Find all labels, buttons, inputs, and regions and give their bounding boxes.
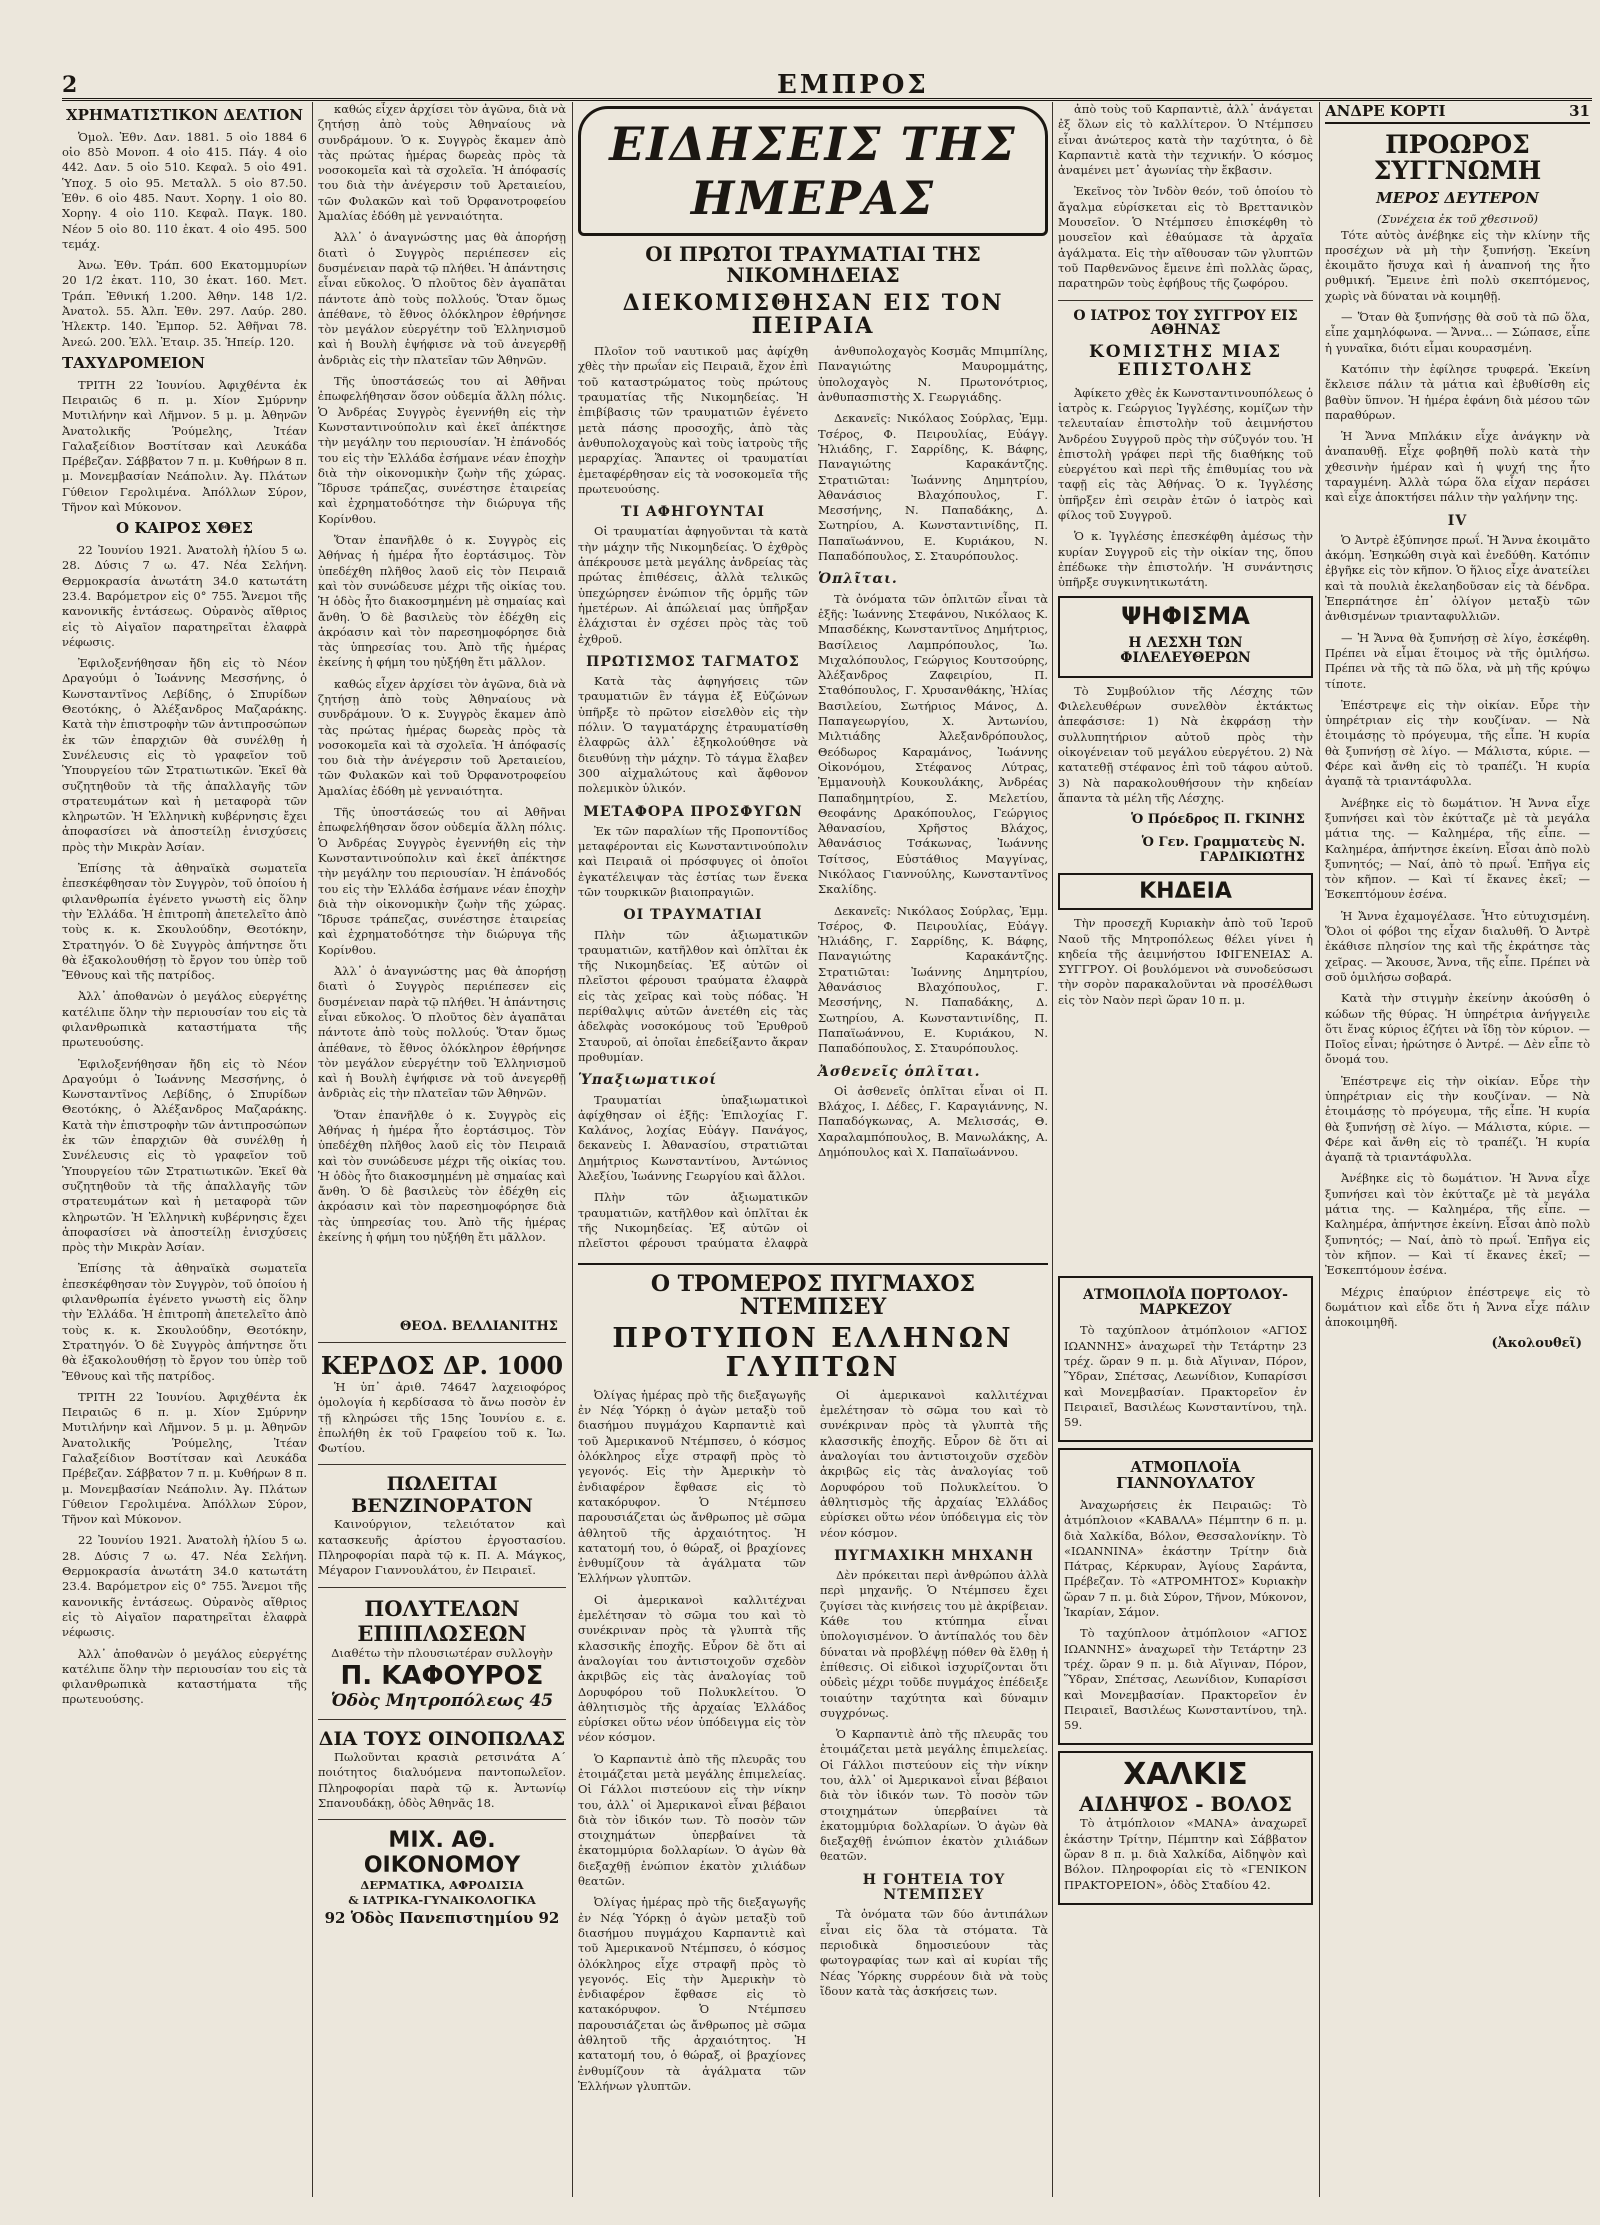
paragraph: Πωλοῦνται κρασιὰ ρετσινάτα Α΄ ποιότητος διαλυόμενα παντοπωλεῖον. Πληροφορίαι παρὰ τῷ κ. Ἀντωνίῳ Σπανουδάκῃ, ὁδὸς Ἀθηνᾶς 18. [318,1749,566,1810]
ad-benzin-title: ΠΩΛΕΙΤΑΙ ΒΕΝΖΙΝΟΡΑΤΟΝ [351,1473,533,1518]
paragraph: Ὅταν ἐπανῆλθε ὁ κ. Συγγρὸς εἰς Ἀθήνας ἡ ἡμέρα ἦτο ἑορτάσιμος. Τὸν ὑπεδέχθη πλῆθος λαοῦ εἰς τὸν Πειραιᾶ καὶ τὸν συνώδευσε μέχρι τῆς οἰκίας του. Ἡ ὁδὸς ἦτο διακοσμημένη μὲ σημαίας καὶ ἄνθη. Ὁ δὲ βασιλεὺς τὸν ἐδέχθη εἰς ἀκρόασιν καὶ τὸν παρεσημοφόρησε διὰ τὰς ὑπηρεσίας του. Ἀπὸ τῆς ἡμέρας ἐκείνης ἡ φήμη του ηὐξήθη ἔτι μᾶλλον. [318,1107,566,1245]
ship-ad-3 [1058,1751,1313,1904]
ad-doctor-name: ΜΙΧ. ΑΘ. ΟΙΚΟΝΟΜΟΥ [363,1828,521,1879]
paragraph: Ἐφιλοξενήθησαν ἤδη εἰς τὸ Νέον Δραγούμι ὁ Ἰωάννης Μεσσήνης, ὁ Κωνσταντῖνος Λεβίδης, ὁ Σπυρίδων Θεοτόκης, ὁ Ἀλέξανδρος Μαζαράκης. Κατὰ τὴν ἐπιστροφὴν τῶν ἀντιπροσώπων ἐκ τῶν ἐπαρχιῶν θὰ συνέλθῃ ἡ Συνέλευσις εἰς τὸ γραφεῖον τοῦ Ὑπουργείου τῶν Στρατιωτικῶν. Ἐκεῖ θὰ συζητηθοῦν τὰ τῆς ἀπαλλαγῆς τῶν στρατευμάτων καὶ ἡ μεταφορὰ τῶν κληρωτῶν. Ἡ Ἑλληνικὴ κυβέρνησις ἔχει ἀποφασίσει νὰ ἀποστείλῃ ἐνισχύσεις πρὸς τὴν Μικρὰν Ἀσίαν. [62,656,307,854]
paragraph: Ὁμολ. Ἐθν. Δαν. 1881. 5 οἰο 1884 6 οἰο 85ὸ Μονοπ. 4 οἰο 415. Πάγ. 4 οἰο 442. Δαν. 5 οἰο 510. Κεφαλ. 5 οἰο 491. Ὑποχ. 5 οἰο 95. Μεταλλ. 5 οἰο 87.50. Ἐθν. 6 οἰο 485. Ναυτ. Χορηγ. 1 οἰο 80. Χορηγ. 4 οἰο 110. Κεφαλ. Παγκ. 180. Νέον 5 οἰο 80. 110 ἐκατ. 4 οἰο 495. 500 τεμάχ. [62,129,307,251]
paragraph: Ὁ Ἀντρὲ ἐξύπνησε πρωΐ. Ἡ Ἄννα ἐκοιμᾶτο ἀκόμη. Ἐσηκώθη σιγὰ καὶ ἐνεδύθη. Κατόπιν ἐβγῆκε εἰς τὸν κῆπον. Ὁ ἥλιος εἶχε ἀνατείλει καὶ τὰ πουλιὰ ἐκελαηδοῦσαν εἰς τὰ δένδρα. Ἐπερπάτησε ἐπ᾽ ὀλίγον μεταξὺ τῶν ἀνθισμένων τριανταφυλλιῶν. [1325,532,1590,624]
divider [318,1587,566,1588]
ship-ad-2-text [1064,1498,1307,1733]
paragraph: Οἱ ἀσθενεῖς ὁπλῖται εἶναι οἱ Π. Βλάχος, Ι. Δέδες, Γ. Καραγιάννης, Ν. Παπαδόγκωνας, Α. Μελισσάς, Θ. Χαραλαμπόπουλος, Β. Μανωλάκης, Α. Δημόπουλος καὶ Χ. Παπαϊωάννου. [818,1083,1048,1160]
paragraph: Ὀλίγας ἡμέρας πρὸ τῆς διεξαγωγῆς ἐν Νέᾳ Ὑόρκῃ ὁ ἀγὼν μεταξὺ τοῦ διασήμου πυγμάχου Καρπαντιὲ καὶ τοῦ Ἀμερικανοῦ Ντέμπσευ, ὁ κόσμος ὁλόκληρος εἶχε στραφῆ πρὸς τὸ γεγονός. Εἰς τὴν Ἀμερικὴν τὸ ἐνδιαφέρον ἔφθασε εἰς τὸ κατακόρυφον. Ὁ Ντέμπσευ παρουσιάζεται ὡς ἄνθρωπος μὲ σῶμα ἀθλητοῦ τῆς ἀρχαιότητος. Ἡ κατατομή του, ὁ θώραξ, οἱ βραχίονες ἐνθυμίζουν τὰ ἀγάλματα τῶν Ἑλλήνων γλυπτῶν. [578,1895,806,2093]
divider [318,1464,566,1465]
column-4-lower [1058,1270,1313,2200]
heading-wounded: ΟΙ ΠΡΩΤΟΙ ΤΡΑΥΜΑΤΙΑΙ ΤΗΣ ΝΙΚΟΜΗΔΕΙΑΣ [645,242,981,287]
paragraph: Ἐκ τῶν παραλίων τῆς Προποντίδος μεταφέρονται εἰς Κωνσταντινούπολιν καὶ Πειραιᾶ οἱ πρόσφυγες οἱ ὁποῖοι ἐγκατέλειψαν τὰς ἑστίας των ἕνεκα τῶν τουρκικῶν βιαιοπραγιῶν. [578,823,808,899]
paragraph: Τῆς ὑποστάσεώς του αἱ Ἀθῆναι ἐπωφελήθησαν ὅσον οὐδεμία ἄλλη πόλις. Ὁ Ἀνδρέας Συγγρὸς ἐγεννήθη εἰς τὴν Κωνσταντινούπολιν καὶ ἐκεῖ ἀπέκτησε τὴν μεγάλην του περιουσίαν. Ἡ ἐπάνοδός του εἰς τὴν Ἑλλάδα ἐσήμανε νέαν ἐποχὴν διὰ τὴν οἰκονομικὴν ζωὴν τῆς χώρας. Ἵδρυσε τράπεζας, συνέστησε ἐταιρείας καὶ ἐχρηματοδότησε τὴν διώρυγα τῆς Κορίνθου. [318,374,566,526]
ship-ad-1-title: ΑΤΜΟΠΛΟΪΑ ΠΟΡΤΟΛΟΥ-ΜΑΡΚΕΖΟΥ [1083,1287,1288,1318]
paragraph: Τραυματίαι ὑπαξιωματικοὶ ἀφίχθησαν οἱ ἑξῆς: Ἐπιλοχίας Γ. Καλάνος, λοχίας Εὐάγγ. Πανάγος, δεκανεὺς Ι. Ἀθανασίου, στρατιῶται Δημήτριος Κωνσταντίνου, Ἀντώνιος Ἀλεξίου, Ἰωάννης Γεωργίου καὶ ἄλλοι. [578,1092,808,1184]
article-text [1058,102,1313,292]
paragraph: Ὅταν ἐπανῆλθε ὁ κ. Συγγρὸς εἰς Ἀθήνας ἡ ἡμέρα ἦτο ἑορτάσιμος. Τὸν ὑπεδέχθη πλῆθος λαοῦ εἰς τὸν Πειραιᾶ καὶ τὸν συνώδευσε μέχρι τῆς οἰκίας του. Ἡ ὁδὸς ἦτο διακοσμημένη μὲ σημαίας καὶ ἄνθη. Ὁ δὲ βασιλεὺς τὸν ἐδέχθη εἰς ἀκρόασιν καὶ τὸν παρεσημοφόρησε διὰ τὰς ὑπηρεσίας του. Ἀπὸ τῆς ἡμέρας ἐκείνης ἡ φήμη του ηὐξήθη ἔτι μᾶλλον. [318,533,566,670]
paragraph: Οἱ ἀμερικανοὶ καλλιτέχναι ἐμελέτησαν τὸ σῶμα του καὶ τὸ συνέκριναν πρὸς τὰ γλυπτὰ τῆς κλασσικῆς ἐποχῆς. Εὗρον δὲ ὅτι αἱ ἀναλογίαι του ἀντιστοιχοῦν σχεδὸν ἀκριβῶς εἰς τὰς ἀναλογίας τοῦ Δορυφόρου τοῦ Πολυκλείτου. Ὁ ἀθλητισμὸς τῆς ἀρχαίας Ἑλλάδος εὑρίσκει οὕτω νέον ὑπόδειγμα εἰς τὸν νέον κόσμον. [820,1387,1048,1540]
column-5 [1325,102,1590,2202]
paragraph: Τὰ ὀνόματα τῶν δύο ἀντιπάλων εἶναι εἰς ὅλα τὰ στόματα. Τὰ περιοδικὰ δημοσιεύουν τὰς φωτογραφίας των καὶ αἱ κυρίαι τῆς Νέας Ὑόρκης συρρέουν διὰ νὰ τοὺς ἴδουν κατὰ τὰς ἀσκήσεις των. [820,1907,1048,1998]
ad-wine-title: ΔΙΑ ΤΟΥΣ ΟΙΝΟΠΩΛΑΣ [318,1727,566,1750]
article-text [1058,684,1313,806]
article-text [318,102,566,1317]
news-banner: ΕΙΔΗΣΕΙΣ ΤΗΣ ΗΜΕΡΑΣ [578,106,1048,236]
paragraph: ἀπὸ τοὺς τοῦ Καρπαντιὲ, ἀλλ᾽ ἀνάγεται ἐξ ὅλων εἰς τὸ καλλίτερον. Ὁ Ντέμπσευ εἶναι ἀνώτερος κατὰ τὴν ταχύτητα, ὁ δὲ Καρπαντιὲ κατὰ τὴν τεχνικήν. Ὁ κόσμος ἀναμένει μετ᾽ ἀγωνίας τὴν ἔκβασιν. [1058,102,1313,178]
column-rule [1052,102,1053,2197]
column-rule [1319,102,1320,2197]
ad-benzin-text [318,1517,566,1578]
paragraph: Τὸ Συμβούλιον τῆς Λέσχης τῶν Φιλελευθέρων συνελθὸν ἐκτάκτως ἀπεφάσισε: 1) Νὰ ἐκφράσῃ τὴν συλλυπητήριον αὐτοῦ πρὸς τὴν οἰκογένειαν τοῦ μεγάλου εὐεργέτου. 2) Νὰ κατατεθῇ στέφανος ἐπὶ τοῦ τάφου αὐτοῦ. 3) Νὰ παρακολουθήσουν τὴν κηδείαν ἅπαντα τὰ μέλη τῆς Λέσχης. [1058,683,1313,805]
sub-heading: ΟΙ ΤΡΑΥΜΑΤΙΑΙ [623,907,763,924]
ad-wine-text [318,1750,566,1811]
ad-kerdos-text [318,1380,566,1456]
paragraph: Ἀλλ᾽ ἀποθανὼν ὁ μεγάλος εὐεργέτης κατέλιπε ὅλην τὴν περιουσίαν του εἰς τὰ φιλανθρωπικὰ καταστήματα τῆς πρωτευούσης. [62,1646,307,1707]
paragraph: καθώς εἶχεν ἀρχίσει τὸν ἀγῶνα, διὰ νὰ ζητήσῃ ἀπὸ τοὺς Ἀθηναίους νὰ συνδράμουν. Ὁ κ. Συγγρὸς ἔκαμεν ἀπὸ τὰς πρώτας ἡμέρας δωρεὰς πρὸς τὰ νοσοκομεῖα καὶ τὰ σχολεῖα. Ἡ ἀπόφασίς του διὰ τὴν ἀνέγερσιν τοῦ Ἀρεταιείου, τῶν Φυλακῶν καὶ τοῦ Ὀρφανοτροφείου Ἀμαλίας ἐδόθη μὲ γενναιότητα. [318,102,566,224]
paragraph: Τὸ ἀτμόπλοιον «ΜΑΝΑ» ἀναχωρεῖ ἑκάστην Τρίτην, Πέμπτην καὶ Σάββατον ὥραν 8 π. μ. διὰ Χαλκίδα, Αἰδηψὸν καὶ Βόλον. Πληροφορίαι εἰς τὸ «ΓΕΝΙΚΟΝ ΠΡΑΚΤΟΡΕΙΟΝ», ὁδὸς Σταδίου 42. [1064,1816,1307,1892]
paragraph: — Ὅταν θὰ ξυπνήσῃς θὰ σοῦ τὰ πῶ ὅλα, εἶπε χαμηλόφωνα. — Ἄννα... — Σώπασε, εἶπε ἡ γυναῖκα, διότι εἶμαι κουρασμένη. [1325,310,1590,355]
news-left [578,344,808,1252]
paragraph: Πλὴν τῶν ἀξιωματικῶν τραυματιῶν, κατῆλθον καὶ ὁπλῖται ἐκ τῆς Νικομηδείας. Ἐξ αὐτῶν οἱ πλεῖστοι φέρουσι τραύματα ἐλαφρὰ εἰς τὰς χεῖρας καὶ τοὺς πόδας. Ἡ περίθαλψις αὐτῶν ἀνετέθη εἰς τὰς ἀδελφὰς νοσοκόμους τοῦ Ἐρυθροῦ Σταυροῦ, αἱ ὁποῖαι ἐπεδείξαντο ἄκραν προθυμίαν. [578,927,808,1064]
paragraph: Δὲν πρόκειται περὶ ἀνθρώπου ἀλλὰ περὶ μηχανῆς. Ὁ Ντέμπσευ ἔχει ζυγίσει τὰς κινήσεις του μὲ ἀκρίβειαν. Κάθε του κτύπημα εἶναι ὑπολογισμένον. Ὁ ἀντίπαλός του δὲν δύναται νὰ προβλέψῃ πόθεν θὰ ἔλθῃ ἡ ἐπίθεσις. Οἱ εἰδικοὶ ἰσχυρίζονται ὅτι οὐδεὶς μέχρι τοῦδε πυγμάχος ἐπέδειξε τοιαύτην ταχύτητα καὶ δύναμιν συγχρόνως. [820,1568,1048,1720]
serial-part: ΜΕΡΟΣ ΔΕΥΤΕΡΟΝ [1376,188,1539,207]
paragraph: Ἀναχωρήσεις ἐκ Πειραιῶς: Τὸ ἀτμόπλοιον «ΚΑΒΑΛΑ» Πέμπτην 6 π. μ. διὰ Χαλκίδα, Βόλον, Θεσσαλονίκην. Τὸ «ΙΩΑΝΝΙΝΑ» ἑκάστην Τρίτην διὰ Πάτρας, Κέρκυραν, Ἀγίους Σαράντα, Πρέβεζαν. Τὸ «ΑΤΡΟΜΗΤΟΣ» Κυριακὴν ὥραν 7 π. μ. διὰ Σύρον, Τῆνον, Μύκονον, Ἰκαρίαν, Σάμον. [1064,1497,1307,1620]
paragraph: ΤΡΙΤΗ 22 Ἰουνίου. Ἀφιχθέντα ἐκ Πειραιῶς 6 π. μ. Χίον Σμύρνην Μυτιλήνην καὶ Λῆμνον. 5 μ. μ. Ἀθηνῶν Ἀνατολικῆς Ῥούμελης, Ἰτέαν Γαλαξείδιον Βοστίτσαν καὶ Λευκάδα Πρέβεζαν. Σάββατον 7 π. μ. Κυθήρων 8 π. μ. Μονεμβασίαν Νεάπολιν. Ἀγ. Πλάτων Γύθειον Γερολιμένα. Ἀπόλλων Σύρον, Τῆνον καὶ Μύκονον. [62,1389,307,1527]
paragraph: Ὁ Καρπαντιὲ ἀπὸ τῆς πλευρᾶς του ἐτοιμάζεται μετὰ μεγάλης ἐπιμελείας. Οἱ Γάλλοι πιστεύουν εἰς τὴν νίκην του, ἀλλ᾽ οἱ Ἀμερικανοὶ εἶναι βέβαιοι διὰ τὸν ἰδικόν των. Τὸ ποσὸν τῶν στοιχημάτων ὑπερβαίνει τὰ ἑκατομμύρια δολλαρίων. Ὁ ἀγὼν θὰ διεξαχθῇ ἐνώπιον ἑκατὸν χιλιάδων θεατῶν. [578,1751,806,1889]
ship-ad-1-text [1064,1323,1307,1430]
paragraph: Πλοῖον τοῦ ναυτικοῦ μας ἀφίχθη χθὲς τὴν πρωΐαν εἰς Πειραιᾶ, ἔχον ἐπὶ τοῦ καταστρώματος τοὺς πρώτους τραυματίας τῆς Νικομηδείας. Ἡ ἐπιβίβασις τῶν τραυματιῶν ἐγένετο μετὰ πάσης προσοχῆς, ἀπὸ τὰς ἀνθυπολοχαγοὺς καὶ τοὺς ἰατροὺς τῆς μεραρχίας. Ἅπαντες οἱ τραυματίαι ἐμεταφέρθησαν εἰς τὰ νοσοκομεῖα τῆς πρωτευούσης. [578,344,808,496]
heading-letter: ΚΟΜΙΣΤΗΣ ΜΙΑΣ ΕΠΙΣΤΟΛΗΣ [1088,341,1282,380]
ad-doctor-line2: & ΙΑΤΡΙΚΑ-ΓΥΝΑΙΚΟΛΟΓΙΚΑ [348,1893,536,1908]
column-4 [1058,102,1313,1252]
heading-stock-bulletin: ΧΡΗΜΑΤΙΣΤΙΚΟΝ ΔΕΛΤΙΟΝ [66,106,303,124]
sub-heading: Ὁπλῖται. [818,571,898,588]
paragraph: Ἀλλ᾽ ἀποθανὼν ὁ μεγάλος εὐεργέτης κατέλιπε ὅλην τὴν περιουσίαν του εἰς τὰ φιλανθρωπικὰ καταστήματα τῆς πρωτευούσης. [62,989,307,1050]
ad-doctor-address: 92 Ὁδὸς Πανεπιστημίου 92 [324,1908,560,1927]
masthead [62,72,1592,101]
serial-continued: (Συνέχεια ἐκ τοῦ χθεσινοῦ) [1377,212,1538,227]
paragraph: Ὁ κ. Ἰγγλέσης ἐπεσκέφθη ἀμέσως τὴν κυρίαν Συγγροῦ εἰς τὴν οἰκίαν της, ὅπου ἐπέδωκε τὴν ἐπιστολήν. Ἡ συνάντησις ὑπῆρξε συγκινητικωτάτη. [1058,529,1313,590]
sub-heading: Ὑπαξιωματικοί [578,1072,718,1089]
paragraph: Ἀνέβηκε εἰς τὸ δωμάτιον. Ἡ Ἄννα εἶχε ξυπνήσει καὶ τὸν ἐκύτταζε μὲ τὰ μεγάλα μάτια της. — Καλημέρα, τῆς εἶπε. — Καλημέρα, ἀπήντησε ἐκείνη. Εἶσαι ἀπὸ πολὺ ξυπνητός; — Ναί, ἀπὸ τὸ πρωΐ. Ἐπῆγα εἰς τὸν κῆπον. — Καὶ τί ἔκανες ἐκεῖ; — Ἐσκεπτόμουν ἐσένα. [1325,795,1590,902]
paragraph: Ἐπέστρεψε εἰς τὴν οἰκίαν. Εὗρε τὴν ὑπηρέτριαν εἰς τὴν κουζίναν. — Νὰ ἑτοιμάσῃς τὸ πρόγευμα, τῆς εἶπε. Ἡ κυρία θὰ ξυπνήσῃ σὲ λίγο. — Μάλιστα, κύριε. — Φέρε καὶ ἄνθη εἰς τὸ τραπέζι. Ἡ κυρία ἀγαπᾷ τὰ τριαντάφυλλα. [1325,697,1590,789]
paragraph: Τότε αὐτὸς ἀνέβηκε εἰς τὴν κλίνην τῆς προσέχων νὰ μὴ τὴν ξυπνήσῃ. Ἐκείνη ἐκοιμᾶτο ἥσυχα καὶ ἡ ἀναπνοή της ἦτο ρυθμική. Ἔμεινε ἐπὶ πολὺ σκεπτόμενος, χωρὶς νὰ δύναται νὰ κοιμηθῇ. [1325,227,1590,303]
paragraph: Ἐπίσης τὰ ἀθηναϊκὰ σωματεῖα ἐπεσκέφθησαν τὸν Συγγρὸν, τοῦ ὁποίου ἡ φιλανθρωπία ἐγένετο γνωστὴ εἰς ὅλην τὴν Ἑλλάδα. Ἡ ἐπιτροπὴ ἀπετελεῖτο ἀπὸ τοὺς κ. κ. Σκουλούδην, Θεοτόκην, Στρατηγόν. Ὁ δὲ Συγγρὸς ἀπήντησε ὅτι θὰ ἐξακολουθήσῃ τὸ ἔργον του ὑπὲρ τοῦ Ἔθνους καὶ τῆς πατρίδος. [62,861,307,983]
paragraph: Καινούργιον, τελειότατον καὶ κατασκευῆς ἀρίστου ἐργοστασίου. Πληροφορίαι παρὰ τῷ κ. Π. Α. Μάγκος, Μέγαρον Γιαννουλάτου, ἐν Πειραιεῖ. [318,1517,566,1578]
paragraph: Δεκανεῖς: Νικόλαος Σούρλας, Ἐμμ. Τσέρος, Φ. Πειρουλίας, Εὐάγγ. Ἠλιάδης, Γ. Σαρρίδης, Κ. Βάφης, Παναγιώτης Καρακάντζης. Στρατιῶται: Ἰωάννης Δημητρίου, Ἀθανάσιος Βλαχόπουλος, Γ. Μεσσήνης, Ν. Παπαδάκης, Δ. Σωτηρίου, Α. Κωνσταντινίδης, Π. Παπαϊωάννου, Ε. Κυριάκου, Ν. Παπαδόπουλος, Σ. Σταυρόπουλος. [818,903,1048,1056]
column-2 [318,102,566,2202]
boxer-column [820,1388,1048,2100]
ship-ad-2-title: ΑΤΜΟΠΛΟΪΑ ΓΙΑΝΝΟΥΛΑΤΟΥ [1116,1458,1255,1493]
paragraph: Ὀλίγας ἡμέρας πρὸ τῆς διεξαγωγῆς ἐν Νέᾳ Ὑόρκῃ ὁ ἀγὼν μεταξὺ τοῦ διασήμου πυγμάχου Καρπαντιὲ καὶ τοῦ Ἀμερικανοῦ Ντέμπσευ, ὁ κόσμος ὁλόκληρος εἶχε στραφῆ πρὸς τὸ γεγονός. Εἰς τὴν Ἀμερικὴν τὸ ἐνδιαφέρον ἔφθασε εἰς τὸ κατακόρυφον. Ὁ Ντέμπσευ παρουσιάζεται ὡς ἄνθρωπος μὲ σῶμα ἀθλητοῦ τῆς ἀρχαιότητος. Ἡ κατατομή του, ὁ θώραξ, οἱ βραχίονες ἐνθυμίζουν τὰ ἀγάλματα τῶν Ἑλλήνων γλυπτῶν. [578,1387,806,1586]
paragraph: καθώς εἶχεν ἀρχίσει τὸν ἀγῶνα, διὰ νὰ ζητήσῃ ἀπὸ τοὺς Ἀθηναίους νὰ συνδράμουν. Ὁ κ. Συγγρὸς ἔκαμεν ἀπὸ τὰς πρώτας ἡμέρας δωρεὰς πρὸς τὰ νοσοκομεῖα καὶ τὰ σχολεῖα. Ἡ ἀπόφασίς του διὰ τὴν ἀνέγερσιν τοῦ Ἀρεταιείου, τῶν Φυλακῶν καὶ τοῦ Ὀρφανοτροφείου Ἀμαλίας ἐδόθη μὲ γενναιότητα. [318,676,566,798]
paragraph: Πλὴν τῶν ἀξιωματικῶν τραυματιῶν, κατῆλθον καὶ ὁπλῖται ἐκ τῆς Νικομηδείας. Ἐξ αὐτῶν οἱ πλεῖστοι φέρουσι τραύματα ἐλαφρὰ [578,1190,808,1251]
heading-post-office: ΤΑΧΥΔΡΟΜΕΙΟΝ [62,353,205,372]
resolution-box [1058,596,1313,677]
ship-ad-3-text [1064,1816,1307,1892]
ad-kerdos-title: ΚΕΡΔΟΣ ΔΡ. 1000 [320,1351,564,1380]
resolution-sub: Η ΛΕΣΧΗ ΤΩΝ ΦΙΛΕΛΕΥΘΕΡΩΝ [1120,635,1251,667]
ad-furniture-address: Ὁδὸς Μητροπόλεως 45 [330,1690,554,1711]
serial-text [1325,228,1590,1331]
ship-ad-3-sub: ΑΙΔΗΨΟΣ - ΒΟΛΟΣ [1079,1792,1292,1817]
ship-ad-3-title: ΧΑΛΚΙΣ [1123,1757,1248,1793]
paragraph: Ἀλλ᾽ ὁ ἀναγνώστης μας θὰ ἀπορήσῃ διατὶ ὁ Συγγρὸς περιέπεσεν εἰς δυσμένειαν παρὰ τῷ πλήθει. Ἡ ἀπάντησις εἶναι εὔκολος. Ὁ πλοῦτος δὲν ἀγαπᾶται πάντοτε ἀπὸ τοὺς πολλούς. Ὅταν ὅμως ἀπέθανε, τὸ ἔθνος ὁλόκληρον ἐθρήνησε τὸν μεγάλον εὐεργέτην τοῦ Ἑλληνισμοῦ καὶ ἡ Βουλὴ ἐψήφισε νὰ τοῦ ἀνεγερθῇ ἀνδριὰς εἰς τὴν πλατεῖαν τῶν Ἀθηνῶν. [318,230,566,367]
divider [318,1342,566,1343]
paragraph: 22 Ἰουνίου 1921. Ἀνατολὴ ἡλίου 5 ω. 28. Δύσις 7 ω. 47. Νέα Σελήνη. Θερμοκρασία ἀνωτάτη 34.0 κατωτάτη 23.4. Βαρόμετρον εἰς 0° 755. Ἄνεμοι τῆς κανονικῆς ἐντάσεως. Οὐρανὸς αἴθριος εἰς τὸ Αἰγαῖον παρατηρεῖται ἐλαφρὰ νέφωσις. [62,543,307,649]
signature: ΘΕΟΔ. ΒΕΛΛΙΑΝΙΤΗΣ [399,1319,558,1334]
paragraph: Τὸ ταχύπλοον ἀτμόπλοιον «ΑΓΙΟΣ ΙΩΑΝΝΗΣ» ἀναχωρεῖ τὴν Τετάρτην 23 τρέχ. ὥραν 9 π. μ. διὰ Αἴγιναν, Πόρον, Ὕδραν, Σπέτσας, Λεωνίδιον, Κυπαρίσσι καὶ Μονεμβασίαν. Πρακτορεῖον ἐν Πειραιεῖ, Βασιλέως Κωνσταντίνου, τηλ. 59. [1064,1323,1307,1430]
paragraph: ΤΡΙΤΗ 22 Ἰουνίου. Ἀφιχθέντα ἐκ Πειραιῶς 6 π. μ. Χίον Σμύρνην Μυτιλήνην καὶ Λῆμνον. 5 μ. μ. Ἀθηνῶν Ἀνατολικῆς Ῥούμελης, Ἰτέαν Γαλαξείδιον Βοστίτσαν καὶ Λευκάδα Πρέβεζαν. Σάββατον 7 π. μ. Κυθήρων 8 π. μ. Μονεμβασίαν Νεάπολιν. Ἀγ. Πλάτων Γύθειον Γερολιμένα. Ἀπόλλων Σύρον, Τῆνον καὶ Μύκονον. [62,377,307,515]
divider [1058,300,1313,301]
paragraph: Ἡ Ἄννα ἐχαμογέλασε. Ἦτο εὐτυχισμένη. Ὅλοι οἱ φόβοι της εἶχαν διαλυθῆ. Ὁ Ἀντρὲ ἐκάθισε πλησίον της καὶ τῆς ἐκράτησε τὰς χεῖρας. — Ἄκουσε, Ἄννα, τῆς εἶπε. Πρέπει νὰ σοῦ ὁμιλήσω σοβαρά. [1325,908,1590,984]
heading-piraeus: ΔΙΕΚΟΜΙΣΘΗΣΑΝ ΕΙΣ ΤΟΝ ΠΕΙΡΑΙΑ [622,290,1004,340]
sub-heading: Η ΓΟΗΤΕΙΑ ΤΟΥ ΝΤΕΜΠΣΕΥ [862,1871,1006,1904]
boxer-text [578,1388,1048,2100]
ad-furniture-sub: Διαθέτω τὴν πλουσιωτέραν συλλογὴν [331,1645,553,1660]
paragraph: Τὴν προσεχῆ Κυριακὴν ἀπὸ τοῦ Ἱεροῦ Ναοῦ τῆς Μητροπόλεως θέλει γίνει ἡ κηδεία τῆς ἀειμνήστου ΙΦΙΓΕΝΕΙΑΣ Α. ΣΥΓΓΡΟΥ. Οἱ βουλόμενοι νὰ συνοδεύσωσι τὴν σορὸν παρακαλοῦνται νὰ προσέλθωσι εἰς τὸν Ναὸν περὶ ὥραν 10 π. μ. [1058,916,1313,1007]
serial-author: ΑΝΔΡΕ ΚΟΡΤΙ [1325,102,1446,120]
article-text [62,378,307,516]
paragraph: Ἐκεῖνος τὸν Ἰνδὸν θεόν, τοῦ ὁποίου τὸ ἄγαλμα εὑρίσκεται εἰς τὸ Βρεττανικὸν Μουσεῖον. Ὁ Ντέμπσευ ἐπισκέφθη τὸ μουσεῖον καὶ ἐθαύμασε τὰ ἀρχαῖα ἀγάλματα. Εἰς τὴν αἴθουσαν τῶν γλυπτῶν τοῦ Παρθενῶνος ἔμεινε ἐπὶ πολλὰς ὥρας, παρατηρῶν τοὺς ἐφήβους τῆς ζωφόρου. [1058,184,1313,291]
boxer-article [578,1255,1048,2200]
ad-furniture-title: ΠΟΛΥΤΕΛΩΝ ΕΠΙΠΛΩΣΕΩΝ [357,1595,527,1646]
sub-heading: ΠΡΩΤΙΣΜΟΣ ΤΑΓΜΑΤΟΣ [586,653,800,670]
paragraph: Οἱ ἀμερικανοὶ καλλιτέχναι ἐμελέτησαν τὸ σῶμα του καὶ τὸ συνέκριναν πρὸς τὰ γλυπτὰ τῆς κλασσικῆς ἐποχῆς. Εὗρον δὲ ὅτι αἱ ἀναλογίαι του ἀντιστοιχοῦν σχεδὸν ἀκριβῶς εἰς τὰς ἀναλογίας τοῦ Δορυφόρου τοῦ Πολυκλείτου. Ὁ ἀθλητισμὸς τῆς ἀρχαίας Ἑλλάδος εὑρίσκει οὕτω νέον ὑπόδειγμα εἰς τὸν νέον κόσμον. [578,1592,806,1745]
paragraph: Ὁ Καρπαντιὲ ἀπὸ τῆς πλευρᾶς του ἐτοιμάζεται μετὰ μεγάλης ἐπιμελείας. Οἱ Γάλλοι πιστεύουν εἰς τὴν νίκην του, ἀλλ᾽ οἱ Ἀμερικανοὶ εἶναι βέβαιοι διὰ τὸν ἰδικόν των. Τὸ ποσὸν τῶν στοιχημάτων ὑπερβαίνει τὰ ἑκατομμύρια δολλαρίων. Ὁ ἀγὼν θὰ διεξαχθῇ ἐνώπιον ἑκατὸν χιλιάδων θεατῶν. [820,1727,1048,1864]
serial-to-be-continued: (Ἀκολουθεῖ) [1491,1336,1582,1352]
section-number: IV [1447,512,1468,529]
paragraph: Οἱ τραυματίαι ἀφηγοῦνται τὰ κατὰ τὴν μάχην τῆς Νικομηδείας. Ὁ ἐχθρὸς ἀπέκρουσε μετὰ μεγάλης ἀνδρείας τὰς πρώτας ἐπιθέσεις, ἀλλὰ τελικῶς ὑπεχώρησεν ἐνώπιον τῆς ὁρμῆς τῶν ἡμετέρων. Αἱ ἀπώλειαί μας ὑπῆρξαν ἐλάχισται ἐν σχέσει πρὸς τὰς τοῦ ἐχθροῦ. [578,524,808,646]
heading-weather: Ο ΚΑΙΡΟΣ ΧΘΕΣ [116,519,253,538]
boxer-column [578,1388,806,2100]
funeral-box [1058,873,1313,910]
column-1 [62,102,307,2202]
paragraph: Ἐπίσης τὰ ἀθηναϊκὰ σωματεῖα ἐπεσκέφθησαν τὸν Συγγρὸν, τοῦ ὁποίου ἡ φιλανθρωπία ἐγένετο γνωστὴ εἰς ὅλην τὴν Ἑλλάδα. Ἡ ἐπιτροπὴ ἀπετελεῖτο ἀπὸ τοὺς κ. κ. Σκουλούδην, Θεοτόκην, Στρατηγόν. Ὁ δὲ Συγγρὸς ἀπήντησε ὅτι θὰ ἐξακολουθήσῃ τὸ ἔργον του ὑπὲρ τοῦ Ἔθνους καὶ τῆς πατρίδος. [62,1261,307,1383]
ship-ad-2 [1058,1448,1313,1745]
paragraph: Κατὰ τὴν στιγμὴν ἐκείνην ἀκούσθη ὁ κώδων τῆς θύρας. Ἡ ὑπηρέτρια ἀνήγγειλε ὅτι ἕνας κύριος ἐζήτει νὰ ἴδῃ τὸν κύριον. — Ποῖος εἶναι; ἠρώτησε ὁ Ἀντρέ. — Δὲν εἶπε τὸ ὄνομά του. [1325,991,1590,1067]
paragraph: Κατὰ τὰς ἀφηγήσεις τῶν τραυματιῶν ἓν τάγμα ἐξ Εὐζώνων ὑπῆρξε τὸ πρῶτον εἰσελθὸν εἰς τὴν πόλιν. Ὁ ταγματάρχης ἐτραυματίσθη ἐλαφρῶς ἀλλ᾽ ἐξηκολούθησε νὰ διευθύνῃ τὴν μάχην. Τὸ τάγμα ἔλαβεν 300 αἰχμαλώτους καὶ ἄφθονον πολεμικὸν ὑλικόν. [578,674,808,796]
paragraph: Δεκανεῖς: Νικόλαος Σούρλας, Ἐμμ. Τσέρος, Φ. Πειρουλίας, Εὐάγγ. Ἠλιάδης, Γ. Σαρρίδης, Κ. Βάφης, Παναγιώτης Καρακάντζης. Στρατιῶται: Ἰωάννης Δημητρίου, Ἀθανάσιος Βλαχόπουλος, Γ. Μεσσήνης, Ν. Παπαδάκης, Δ. Σωτηρίου, Α. Κωνσταντινίδης, Π. Παπαϊωάννου, Ε. Κυριάκου, Ν. Παπαδόπουλος, Σ. Σταυρόπουλος. [818,411,1048,564]
serial-header [1325,102,1590,124]
column-rule [572,102,573,2197]
paragraph: 22 Ἰουνίου 1921. Ἀνατολὴ ἡλίου 5 ω. 28. Δύσις 7 ω. 47. Νέα Σελήνη. Θερμοκρασία ἀνωτάτη 34.0 κατωτάτη 23.4. Βαρόμετρον εἰς 0° 755. Ἄνεμοι τῆς κανονικῆς ἐντάσεως. Οὐρανὸς αἴθριος εἰς τὸ Αἰγαῖον παρατηρεῖται ἐλαφρὰ νέφωσις. [62,1533,307,1640]
paragraph: Ἐφιλοξενήθησαν ἤδη εἰς τὸ Νέον Δραγούμι ὁ Ἰωάννης Μεσσήνης, ὁ Κωνσταντῖνος Λεβίδης, ὁ Σπυρίδων Θεοτόκης, ὁ Ἀλέξανδρος Μαζαράκης. Κατὰ τὴν ἐπιστροφὴν τῶν ἀντιπροσώπων ἐκ τῶν ἐπαρχιῶν θὰ συνέλθῃ ἡ Συνέλευσις εἰς τὸ γραφεῖον τοῦ Ὑπουργείου τῶν Στρατιωτικῶν. Ἐκεῖ θὰ συζητηθοῦν τὰ τῆς ἀπαλλαγῆς τῶν στρατευμάτων καὶ ἡ μεταφορὰ τῶν κληρωτῶν. Ἡ Ἑλληνικὴ κυβέρνησις ἔχει ἀποφασίσει νὰ ἀποστείλῃ ἐνισχύσεις πρὸς τὴν Μικρὰν Ἀσίαν. [62,1056,307,1255]
ship-ad-1 [1058,1276,1313,1442]
paragraph: Τῆς ὑποστάσεώς του αἱ Ἀθῆναι ἐπωφελήθησαν ὅσον οὐδεμία ἄλλη πόλις. Ὁ Ἀνδρέας Συγγρὸς ἐγεννήθη εἰς τὴν Κωνσταντινούπολιν καὶ ἐκεῖ ἀπέκτησε τὴν μεγάλην του περιουσίαν. Ἡ ἐπάνοδός του εἰς τὴν Ἑλλάδα ἐσήμανε νέαν ἐποχὴν διὰ τὴν οἰκονομικὴν ζωὴν τῆς χώρας. Ἵδρυσε τράπεζας, συνέστησε ἐταιρείας καὶ ἐχρηματοδότησε τὴν διώρυγα τῆς Κορίνθου. [318,805,566,957]
divider [578,1263,1048,1265]
paragraph: Τὰ ὀνόματα τῶν ὁπλιτῶν εἶναι τὰ ἑξῆς: Ἰωάννης Στεφάνου, Νικόλαος Κ. Μπασδέκης, Κωνσταντῖνος Δημήτριος, Βασίλειος Λαμπρόπουλος, Ἰω. Μιχαλόπουλος, Γεώργιος Κουτσούρης, Ἀλέξανδρος Ζαφειρίου, Π. Σταθόπουλος, Γ. Χρυσανθάκης, Ἠλίας Βασιλείου, Σωτήριος Μάνος, Δ. Παπαγεωργίου, Χ. Ἀντωνίου, Μιλτιάδης Ἀλεξανδρόπουλος, Θεόδωρος Καραμάνος, Ἰωάννης Οἰκονόμου, Στέφανος Λύτρας, Ἐμμανουὴλ Κουκουλάκης, Ἀνδρέας Παπαδημητρίου, Σ. Μελετίου, Θεοφάνης Δρακόπουλος, Γεώργιος Ἀθανασίου, Χρῆστος Βλάχος, Ἀθανάσιος Τσάκωνας, Ἰωάννης Τσίτσος, Εὐστάθιος Μαγγίνας, Νικόλαος Γιαννούλης, Κωνσταντῖνος Σκαλίδης. [818,591,1048,897]
article-text [1058,386,1313,591]
sub-heading: ΤΙ ΑΦΗΓΟΥΝΤΑΙ [621,504,765,521]
paragraph: Ἀνω. Ἐθν. Τράπ. 600 Εκατομμυρίων 20 1/2 ἑκατ. 110, 30 ἑκατ. 160. Μετ. Τράπ. Ἐθνική 1.200. Ἀθην. 148 1/2. Ἀνατολ. 55. Ἀλπ. Ἐθν. 297. Λαύρ. 280. Ἡλεκτρ. 140. Ἐμπορ. 52. Ἀθῆναι 78. Ἀνεώ. 200. Ἑλλ. Ἐταιρ. 35. Ἡπείρ. 120. [62,258,307,349]
paragraph: Τὸ ταχύπλοον ἀτμόπλοιον «ΑΓΙΟΣ ΙΩΑΝΝΗΣ» ἀναχωρεῖ τὴν Τετάρτην 23 τρέχ. ὥραν 9 π. μ. διὰ Αἴγιναν, Πόρον, Ὕδραν, Σπέτσας, Λεωνίδιον, Κυπαρίσσι καὶ Μονεμβασίαν. Πρακτορεῖον ἐν Πειραιεῖ, Βασιλέως Κωνσταντίνου, τηλ. 59. [1064,1626,1307,1733]
article-text [1058,916,1313,1008]
ad-doctor-line1: ΔΕΡΜΑΤΙΚΑ, ΑΦΡΟΔΙΣΙΑ [360,1878,524,1893]
signature: Ὁ Γεν. Γραμματεὺς Ν. ΓΑΡΔΙΚΙΩΤΗΣ [1141,835,1305,866]
heading-doctor: Ο ΙΑΤΡΟΣ ΤΟΥ ΣΥΓΓΡΟΥ ΕΙΣ ΑΘΗΝΑΣ [1073,307,1298,339]
signature: Ὁ Πρόεδρος Π. ΓΚΙΝΗΣ [1131,812,1305,828]
divider [318,1819,566,1820]
page-number: 2 [62,72,78,98]
heading-boxer: Ο ΤΡΟΜΕΡΟΣ ΠΥΓΜΑΧΟΣ ΝΤΕΜΠΣΕΥ [650,1271,976,1321]
paragraph: ἀνθυπολοχαγὸς Κοσμᾶς Μπιμπίλης, Παναγιώτης Μαυρομμάτης, ὑπολοχαγὸς Ν. Πρωτονότριος, ἀνθυπασπιστὴς Χ. Γεωργιάδης. [818,344,1048,405]
funeral-title: ΚΗΔΕΙΑ [1139,879,1232,905]
sub-heading: Ἀσθενεῖς ὁπλῖται. [818,1063,981,1080]
sub-heading: ΠΥΓΜΑΧΙΚΗ ΜΗΧΑΝΗ [834,1547,1034,1564]
paragraph: Κατόπιν τὴν ἐφίλησε τρυφερά. Ἐκείνη ἔκλεισε πάλιν τὰ μάτια καὶ ἐβυθίσθη εἰς βαθὺν ὕπνον. Ἡ ἡμέρα ἐφάνη διὰ μέσου τῶν παραθύρων. [1325,361,1590,422]
paragraph: Ἐπέστρεψε εἰς τὴν οἰκίαν. Εὗρε τὴν ὑπηρέτριαν εἰς τὴν κουζίναν. — Νὰ ἑτοιμάσῃς τὸ πρόγευμα, τῆς εἶπε. Ἡ κυρία θὰ ξυπνήσῃ σὲ λίγο. — Μάλιστα, κύριε. — Φέρε καὶ ἄνθη εἰς τὸ τραπέζι. Ἡ κυρία ἀγαπᾷ τὰ τριαντάφυλλα. [1325,1073,1590,1165]
ad-furniture-name: Π. ΚΑΦΟΥΡΟΣ [340,1660,544,1691]
article-text [62,543,307,1708]
paragraph: Ἀνέβηκε εἰς τὸ δωμάτιον. Ἡ Ἄννα εἶχε ξυπνήσει καὶ τὸν ἐκύτταζε μὲ τὰ μεγάλα μάτια της. — Καλημέρα, τῆς εἶπε. — Καλημέρα, ἀπήντησε ἐκείνη. Εἶσαι ἀπὸ πολὺ ξυπνητός; — Ναί, ἀπὸ τὸ πρωΐ. Ἐπῆγα εἰς τὸν κῆπον. — Καὶ τί ἔκανες ἐκεῖ; — Ἐσκεπτόμουν ἐσένα. [1325,1171,1590,1278]
article-text [62,130,307,350]
paragraph: — Ἡ Ἄννα θὰ ξυπνήσῃ σὲ λίγο, ἐσκέφθη. Πρέπει νὰ εἶμαι ἕτοιμος νὰ τῆς ὁμιλήσω. Πρέπει νὰ τῆς τὰ πῶ ὅλα, νὰ μὴ τῆς κρύψω τίποτε. [1325,630,1590,691]
news-right [818,344,1048,1252]
paragraph: Ἡ ὑπ᾽ ἀριθ. 74647 λαχειοφόρος ὁμολογία ἡ κερδίσασα τὸ ἄνω ποσὸν ἐν τῇ κληρώσει τῆς 15ης Ἰουνίου ε. ε. ἐπωλήθη ἐκ τοῦ Γραφείου τοῦ κ. Ἰω. Φωτίου. [318,1380,566,1456]
paragraph: Ἡ Ἄννα Μπλάκιν εἶχε ἀνάγκην νὰ ἀναπαυθῇ. Εἶχε φοβηθῆ πολὺ κατὰ τὴν χθεσινὴν ἡμέραν καὶ ἡ ψυχή της ἦτο ταραγμένη. Ἀλλὰ τώρα ὅλα εἶχαν περάσει καὶ εἶχε ἀποκτήσει πάλιν τὴν γαλήνην της. [1325,429,1590,505]
paper-name: ΕΜΠΡΟΣ [777,70,929,100]
resolution-title: ΨΗΦΙΣΜΑ [1121,602,1250,631]
serial-title: ΠΡΟΩΡΟΣ ΣΥΓΓΝΩΜΗ [1373,130,1542,186]
column-3 [578,102,1048,1252]
column-rule [312,102,313,2197]
divider [318,1719,566,1720]
sub-heading: ΜΕΤΑΦΟΡΑ ΠΡΟΣΦΥΓΩΝ [583,803,803,820]
paragraph: Ἀλλ᾽ ὁ ἀναγνώστης μας θὰ ἀπορήσῃ διατὶ ὁ Συγγρὸς περιέπεσεν εἰς δυσμένειαν παρὰ τῷ πλήθει. Ἡ ἀπάντησις εἶναι εὔκολος. Ὁ πλοῦτος δὲν ἀγαπᾶται πάντοτε ἀπὸ τοὺς πολλούς. Ὅταν ὅμως ἀπέθανε, τὸ ἔθνος ὁλόκληρον ἐθρήνησε τὸν μεγάλον εὐεργέτην τοῦ Ἑλληνισμοῦ καὶ ἡ Βουλὴ ἐψήφισε νὰ τοῦ ἀνεγερθῇ ἀνδριὰς εἰς τὴν πλατεῖαν τῶν Ἀθηνῶν. [318,964,566,1101]
paragraph: Ἀφίκετο χθὲς ἐκ Κωνσταντινουπόλεως ὁ ἰατρὸς κ. Γεώργιος Ἰγγλέσης, κομίζων τὴν τελευταίαν ἐπιστολὴν τοῦ ἀειμνήστου Ἀνδρέου Συγγροῦ πρὸς τὴν σύζυγόν του. Ἡ ἐπιστολὴ γράφει περὶ τῆς διαθήκης τοῦ εὐεργέτου καὶ περὶ τῆς ἐπιθυμίας του νὰ ταφῇ εἰς τὰς Ἀθήνας. Ὁ κ. Ἰγγλέσης ὑπῆρξεν ἐπὶ σειρὰν ἐτῶν ὁ ἰατρὸς καὶ φίλος τοῦ Συγγροῦ. [1058,385,1313,522]
paragraph: Μέχρις ἐπαύριον ἐπέστρεψε εἰς τὸ δωμάτιον καὶ εἶδε ὅτι ἡ Ἄννα εἶχε πάλιν ἀποκοιμηθῆ. [1325,1284,1590,1330]
heading-sculptors: ΠΡΟΤΥΠΟΝ ΕΛΛΗΝΩΝ ΓΛΥΠΤΩΝ [612,1323,1014,1383]
serial-installment: 31 [1569,102,1590,120]
